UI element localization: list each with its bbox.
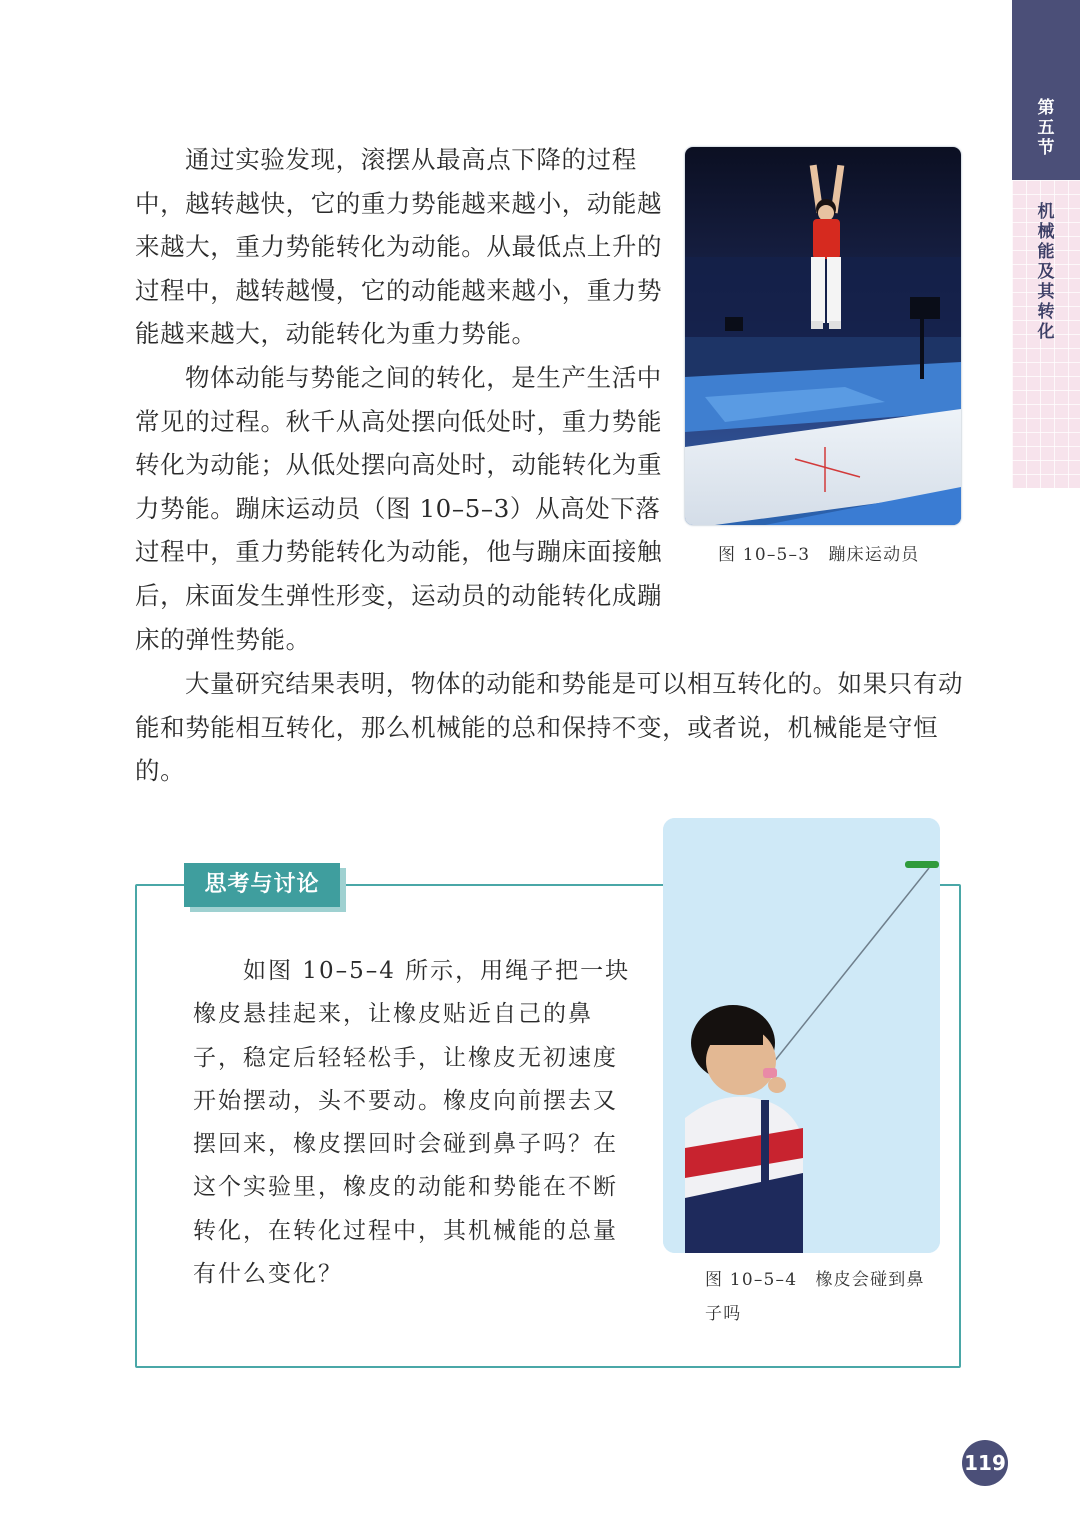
paragraph-energy-conversion: 物体动能与势能之间的转化，是生产生活中常见的过程。秋千从高处摆向低处时，重力势能转化为动能；从低处摆向高处时，动能转化为重力势能。蹦床运动员（图 10–5–3）从高处下落过程中，重力势能转化为动能，他与蹦床面接触后，床面发生弹性形变，运动员的动能转化成蹦床的弹性势能。 [135, 363, 663, 654]
figure-10-5-3-caption: 图 10–5–3 蹦床运动员 [718, 545, 920, 565]
section-label: 第五节 [1037, 98, 1055, 158]
trampoline-athlete-photo [685, 147, 961, 525]
eraser-pendulum-photo [663, 818, 940, 1253]
page-number: 119 [962, 1440, 1008, 1486]
paragraph-conservation: 大量研究结果表明，物体的动能和势能是可以相互转化的。如果只有动能和势能相互转化，那么机械能的总和保持不变，或者说，机械能是守恒的。 [135, 669, 964, 786]
chapter-side-tab [1012, 0, 1080, 488]
discussion-label: 思考与讨论 [184, 863, 340, 907]
paragraph-rolling-pendulum: 通过实验发现，滚摆从最高点下降的过程中，越转越快，它的重力势能越来越小，动能越来越大，重力势能转化为动能。从最低点上升的过程中，越转越慢，它的动能越来越小，重力势能越来越大，动能转化为重力势能。 [135, 145, 663, 349]
section-title: 机械能及其转化 [1037, 202, 1055, 342]
figure-10-5-4-caption: 图 10–5–4 橡皮会碰到鼻子吗 [705, 1270, 925, 1324]
discussion-text: 如图 10–5–4 所示，用绳子把一块橡皮悬挂起来，让橡皮贴近自己的鼻子，稳定后轻轻松手，让橡皮无初速度开始摆动，头不要动。橡皮向前摆去又摆回来，橡皮摆回时会碰到鼻子吗？在这个实验里，橡皮的动能和势能在不断转化，在转化过程中，其机械能的总量有什么变化？ [193, 958, 631, 1288]
